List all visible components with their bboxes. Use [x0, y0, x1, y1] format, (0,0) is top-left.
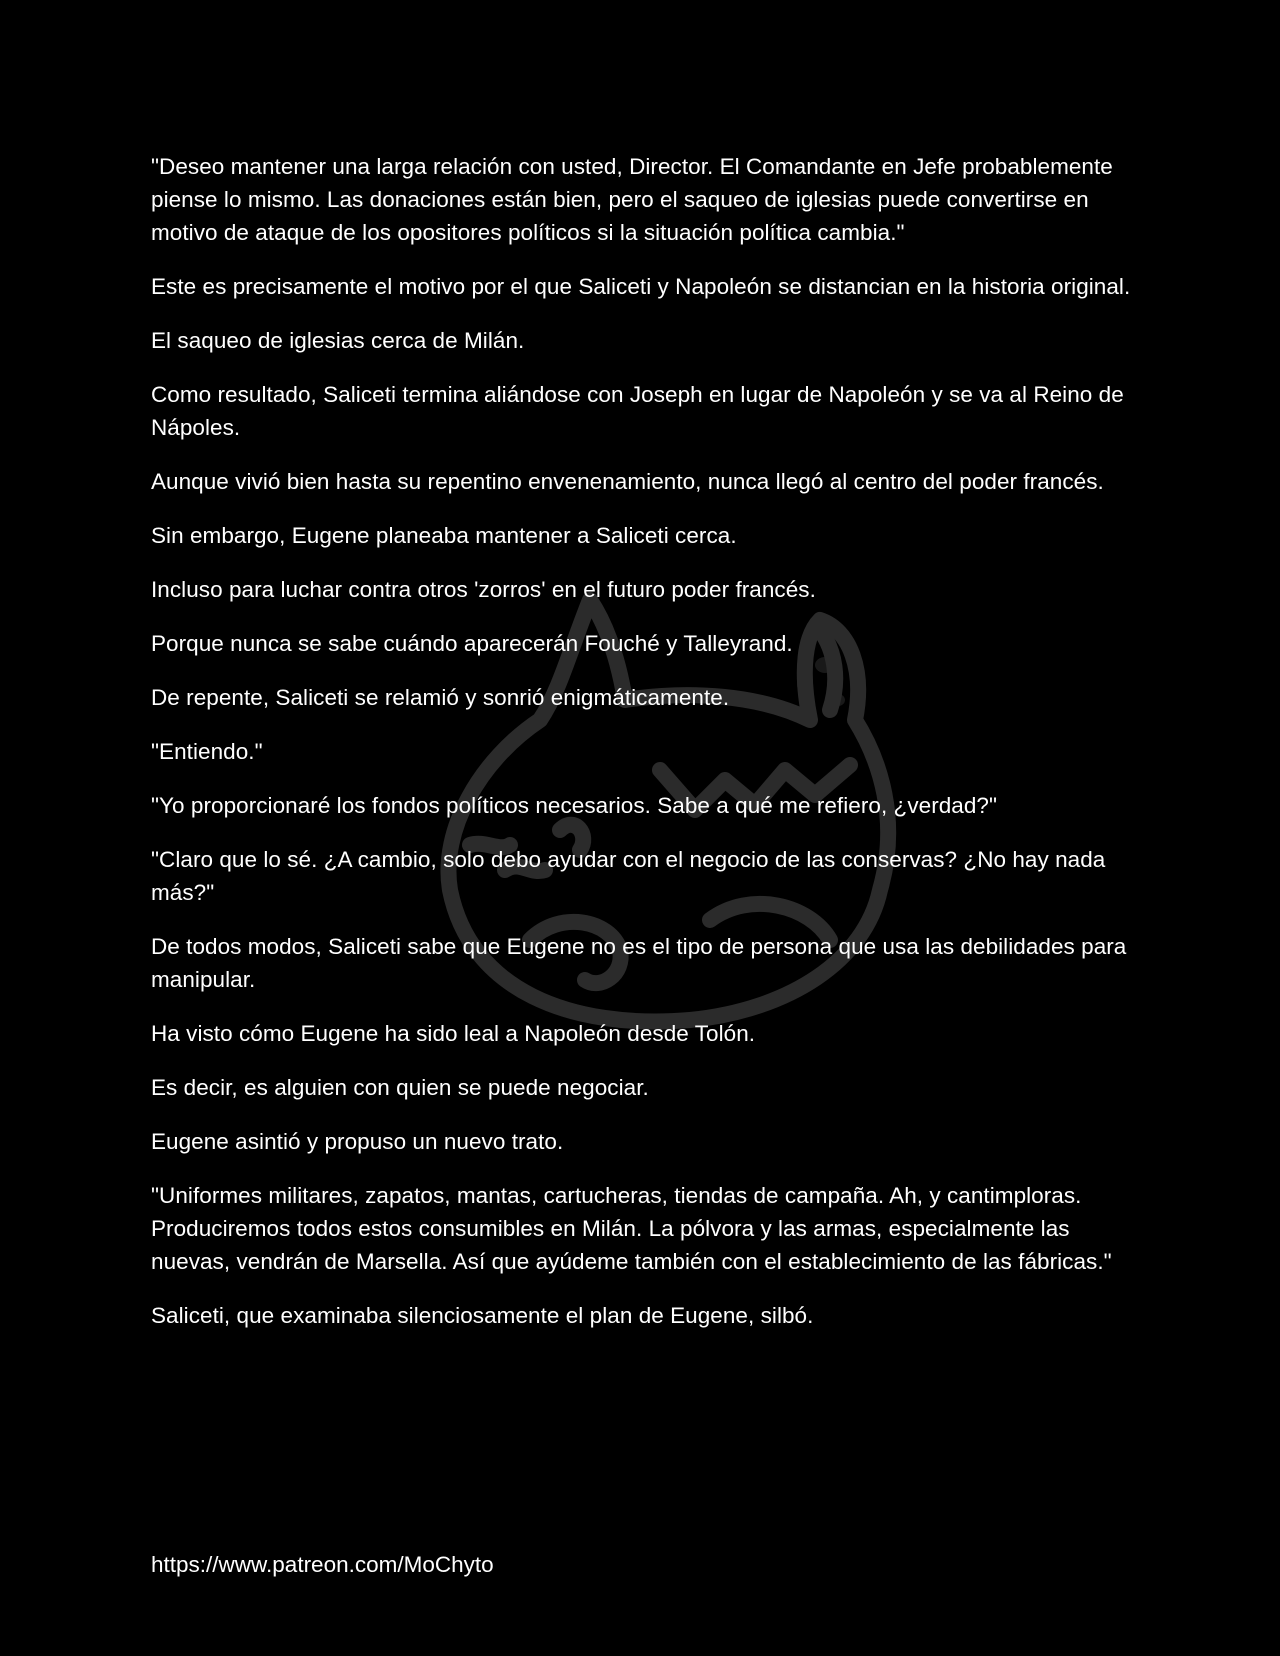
paragraph: De todos modos, Saliceti sabe que Eugene no es el tipo de persona que usa las debilidades para manipular.: [151, 934, 1127, 992]
paragraph: De repente, Saliceti se relamió y sonrió enigmáticamente.: [151, 685, 730, 710]
patreon-link[interactable]: https://www.patreon.com/MoChyto: [151, 1552, 494, 1577]
paragraph: "Entiendo.": [151, 739, 263, 764]
paragraph: Sin embargo, Eugene planeaba mantener a Saliceti cerca.: [151, 523, 737, 548]
paragraph: Incluso para luchar contra otros 'zorros' en el futuro poder francés.: [151, 577, 816, 602]
paragraph: Eugene asintió y propuso un nuevo trato.: [151, 1129, 564, 1154]
paragraph: Aunque vivió bien hasta su repentino envenenamiento, nunca llegó al centro del poder francés.: [151, 469, 1104, 494]
paragraph: "Uniformes militares, zapatos, mantas, cartucheras, tiendas de campaña. Ah, y cantimploras. Produciremos todos estos consumibles en Milán. La pólvora y las armas, especialmente las nuevas, vendrán de Marsella. Así que ayúdeme también con el establecimiento de las fábricas.": [151, 1183, 1112, 1274]
paragraph: Saliceti, que examinaba silenciosamente el plan de Eugene, silbó.: [151, 1303, 814, 1328]
paragraph: Es decir, es alguien con quien se puede negociar.: [151, 1075, 649, 1100]
paragraph: Este es precisamente el motivo por el que Saliceti y Napoleón se distancian en la historia original.: [151, 274, 1131, 299]
paragraph: Porque nunca se sabe cuándo aparecerán Fouché y Talleyrand.: [151, 631, 793, 656]
paragraph: "Deseo mantener una larga relación con usted, Director. El Comandante en Jefe probablemente piense lo mismo. Las donaciones están bien, pero el saqueo de iglesias puede convertirse en motivo de ataque de los opositores políticos si la situación política cambia.": [151, 154, 1113, 245]
paragraph: El saqueo de iglesias cerca de Milán.: [151, 328, 525, 353]
paragraph: "Yo proporcionaré los fondos políticos necesarios. Sabe a qué me refiero, ¿verdad?": [151, 793, 998, 818]
paragraph: Ha visto cómo Eugene ha sido leal a Napoleón desde Tolón.: [151, 1021, 756, 1046]
chapter-text: [151, 150, 1136, 1353]
paragraph: Como resultado, Saliceti termina aliándose con Joseph en lugar de Napoleón y se va al Reino de Nápoles.: [151, 382, 1124, 440]
paragraph: "Claro que lo sé. ¿A cambio, solo debo ayudar con el negocio de las conservas? ¿No hay nada más?": [151, 847, 1106, 905]
